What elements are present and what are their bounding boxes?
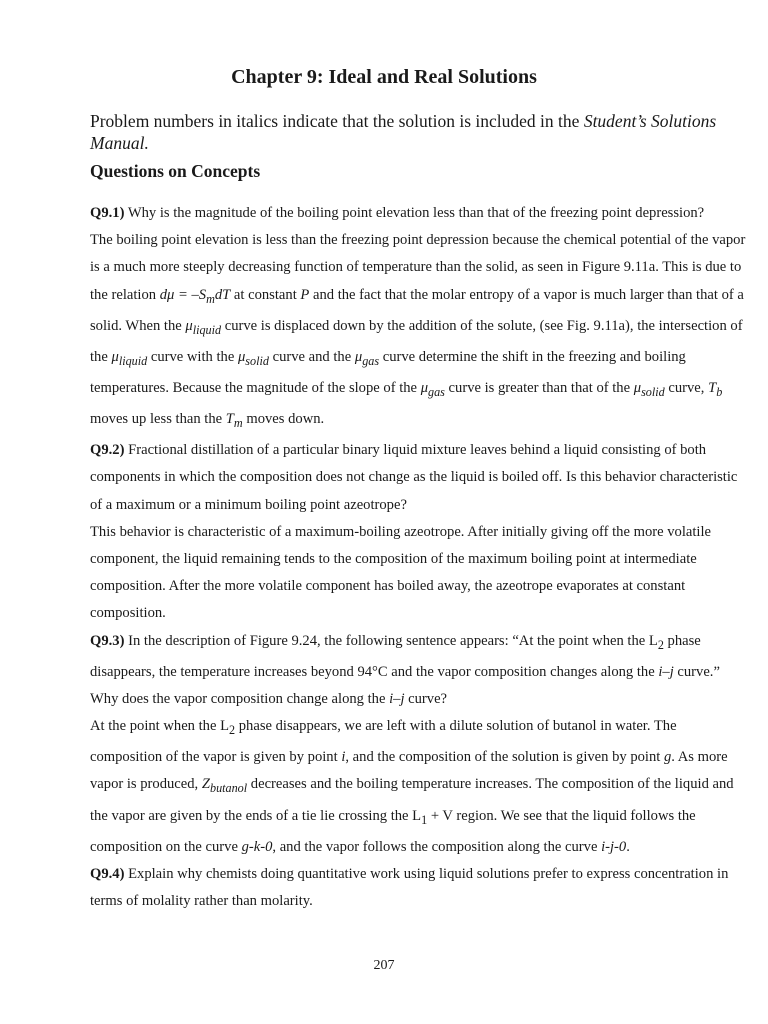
- page-number: 207: [373, 958, 395, 973]
- question-number: Q9.4): [90, 865, 125, 882]
- question-number: Q9.3): [90, 632, 125, 649]
- questions-body: [90, 200, 750, 915]
- question-number: Q9.1): [90, 205, 125, 221]
- question-text: Explain why chemists doing quantitative work using liquid solutions prefer to express concentration in terms of molality rather than molarity.: [90, 865, 729, 910]
- intro-manual-title: Student’s Solutions Manual.: [90, 111, 717, 153]
- answer-q9-3: At the point when the $L_2$ phase disappears, we are left with a dilute solution of butanol in water. The composition of the vapor is given by point i, and the composition of the solution is given by point g. As more vapor is produced, $Z_{butanol}$ decreases and the boiling temperature increases. The composition of the liquid and the vapor are given by the ends of a tie lie crossing the $L_1 + V$ region. We see that the liquid follows the composition on the curve g-k-0, and the vapor follows the composition along the curve i-j-0.: [90, 718, 734, 855]
- question-number: Q9.2): [90, 442, 125, 459]
- intro-text: Problem numbers in italics indicate that the solution is included in the: [90, 111, 584, 131]
- question-q9-4: [90, 861, 750, 915]
- section-heading: Questions on Concepts: [90, 161, 261, 181]
- answer-q9-1: The boiling point elevation is less than the freezing point depression because the chemical potential of the vapor is a much more steeply decreasing function of temperature than the solid, as seen in Figure 9.11a. This is due to the relation $d\mu = -S_mdT$ at constant P and the fact that the molar entropy of a vapor is much larger than that of a solid. When the $\mu_{liquid}$ curve is displaced down by the addition of the solute, (see Fig. 9.11a), the intersection of the $\mu_{liquid}$ curve with the $\mu_{solid}$ curve and the $\mu_{gas}$ curve determine the shift in the freezing and boiling temperatures. Because the magnitude of the slope of the $\mu_{gas}$ curve is greater than that of the $\mu_{solid}$ curve, $T_b$ moves up less than the $T_m$ moves down.: [90, 232, 746, 430]
- equation: $d\mu = -S_mdT$: [159, 286, 231, 306]
- question-q9-2: [90, 437, 750, 519]
- question-q9-1: [90, 200, 750, 227]
- intro-paragraph: [90, 110, 750, 154]
- answer-q9-2: This behavior is characteristic of a maximum-boiling azeotrope. After initially giving off the more volatile component, the liquid remaining tends to the composition of the maximum boiling point at intermediate composition. After the more volatile component has boiled away, the azeotrope evaporates at constant composition.: [90, 523, 711, 622]
- question-text: Fractional distillation of a particular binary liquid mixture leaves behind a liquid consisting of both components in which the composition does not change as the liquid is boiled off. Is this behavior characteristic of a maximum or a minimum boiling point azeotrope?: [90, 442, 738, 513]
- chapter-title: Chapter 9: Ideal and Real Solutions: [231, 66, 537, 88]
- question-q9-3: Q9.3) In the description of Figure 9.24, the following sentence appears: “At the point when the $L_2$ phase disappears, the temperature increases beyond 94°C and the vapor composition changes along the i–j curve.” Why does the vapor composition change along the i–j curve?: [90, 632, 720, 707]
- question-text: Why is the magnitude of the boiling point elevation less than that of the freezing point depression?: [124, 205, 705, 221]
